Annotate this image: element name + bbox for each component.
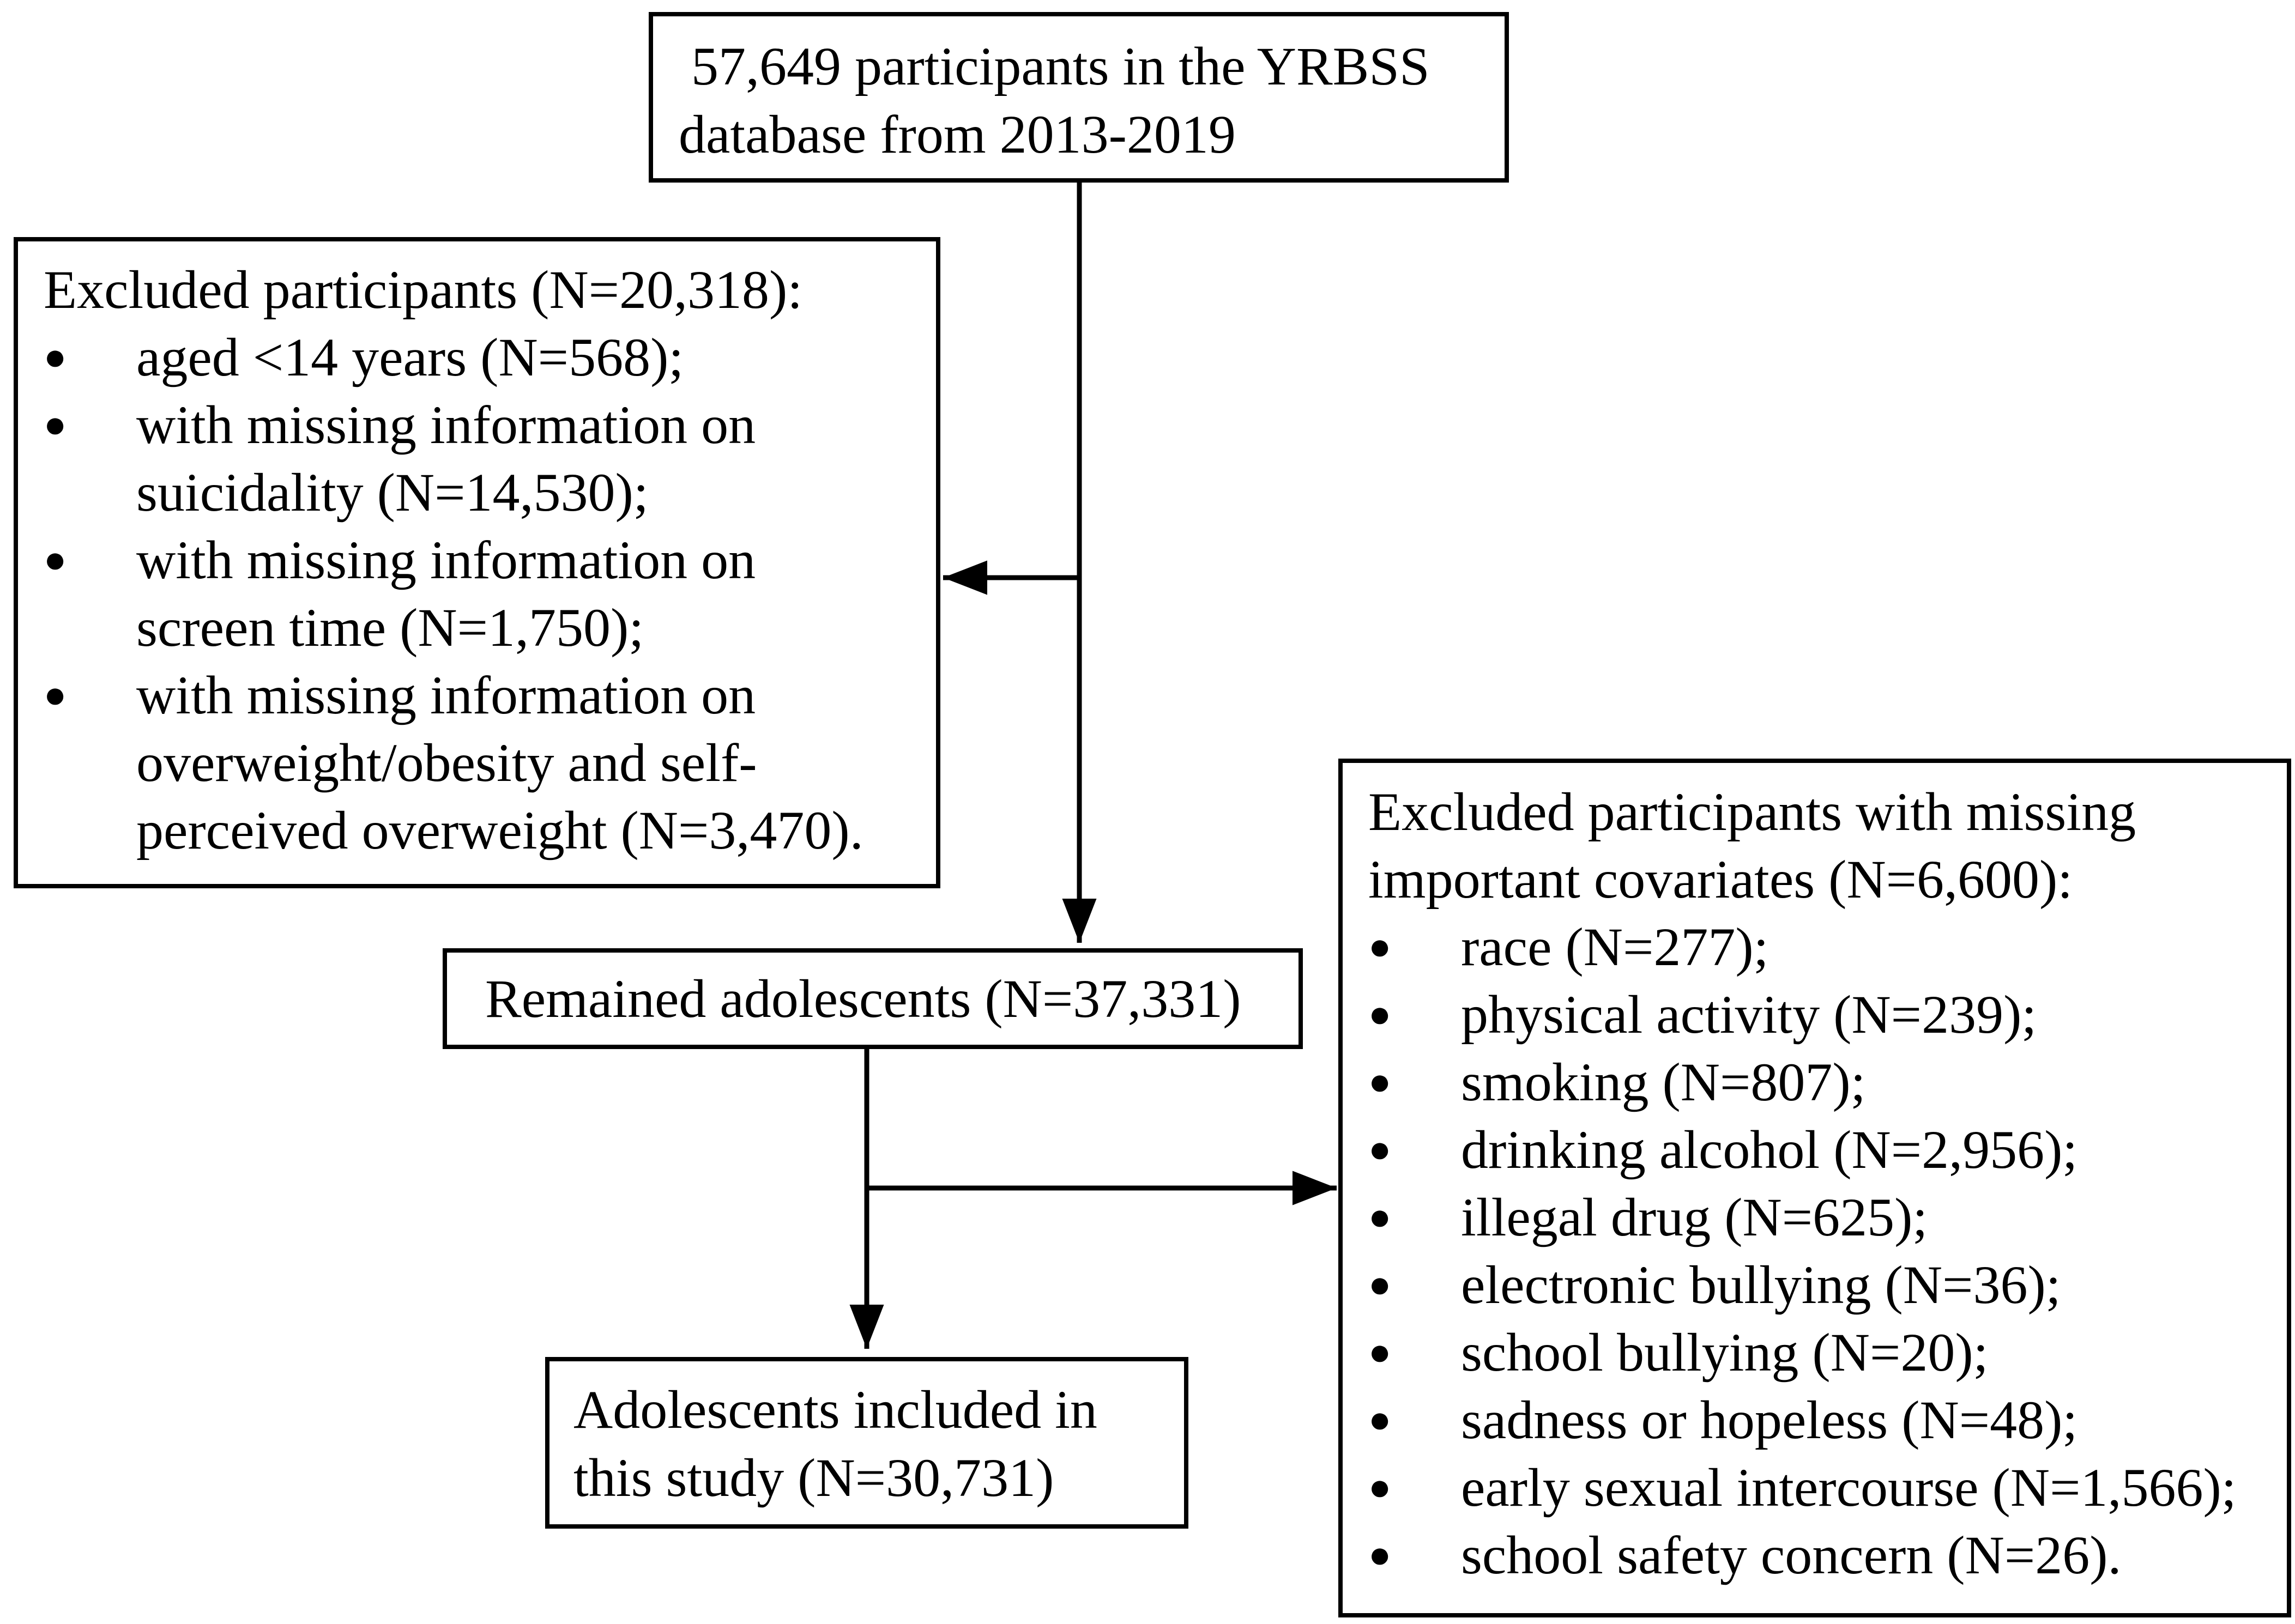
source-line-1: 57,649 participants in the YRBSS bbox=[691, 36, 1430, 96]
exclusion1-list bbox=[44, 324, 863, 459]
exclusion2-item-school-safety: ● school safety concern (N=26). bbox=[1368, 1522, 2237, 1589]
exclusion1-item-screen-time: ● with missing information on bbox=[44, 526, 863, 594]
exclusion2-title-line-2: important covariates (N=6,600): bbox=[1368, 849, 2073, 910]
exclusion2-item-school-bullying: ● school bullying (N=20); bbox=[1368, 1319, 2237, 1386]
exclusion1-title: Excluded participants (N=20,318): bbox=[44, 259, 803, 320]
exclusion1-list-2 bbox=[44, 526, 863, 594]
exclusion1-item-overweight-cont-2: perceived overweight (N=3,470). bbox=[136, 800, 863, 861]
exclusion2-item-drinking-alcohol: ● drinking alcohol (N=2,956); bbox=[1368, 1116, 2237, 1184]
exclusion2-item-illegal-drug: ● illegal drug (N=625); bbox=[1368, 1184, 2237, 1251]
remained-label: Remained adolescents (N=37,331) bbox=[485, 968, 1241, 1029]
exclusion1-item-overweight: ● with missing information on bbox=[44, 662, 863, 729]
exclusion2-title-line-1: Excluded participants with missing bbox=[1368, 781, 2136, 842]
exclusion1-list-3 bbox=[44, 662, 863, 729]
included-line-2: this study (N=30,731) bbox=[573, 1447, 1054, 1508]
exclusion2-item-sadness: ● sadness or hopeless (N=48); bbox=[1368, 1386, 2237, 1454]
source-line-2: database from 2013-2019 bbox=[679, 104, 1236, 165]
exclusion2-item-race: ● race (N=277); bbox=[1368, 913, 2237, 981]
exclusion1-item-screen-time-cont: screen time (N=1,750); bbox=[136, 597, 644, 658]
exclusion2-list bbox=[1368, 913, 2237, 1589]
exclusion2-content bbox=[1368, 778, 2237, 1589]
included-line-1: Adolescents included in bbox=[573, 1379, 1097, 1440]
exclusion1-item-suicidality-cont: suicidality (N=14,530); bbox=[136, 462, 649, 523]
exclusion2-item-physical-activity: ● physical activity (N=239); bbox=[1368, 981, 2237, 1049]
exclusion2-item-early-sexual-intercourse: ● early sexual intercourse (N=1,566); bbox=[1368, 1454, 2237, 1522]
exclusion1-item-age: ● aged <14 years (N=568); bbox=[44, 324, 863, 391]
exclusion2-item-electronic-bullying: ● electronic bullying (N=36); bbox=[1368, 1251, 2237, 1319]
exclusion2-item-smoking: ● smoking (N=807); bbox=[1368, 1049, 2237, 1116]
exclusion1-content bbox=[44, 256, 863, 864]
exclusion1-item-suicidality: ● with missing information on bbox=[44, 391, 863, 459]
exclusion1-item-overweight-cont-1: overweight/obesity and self- bbox=[136, 732, 757, 793]
